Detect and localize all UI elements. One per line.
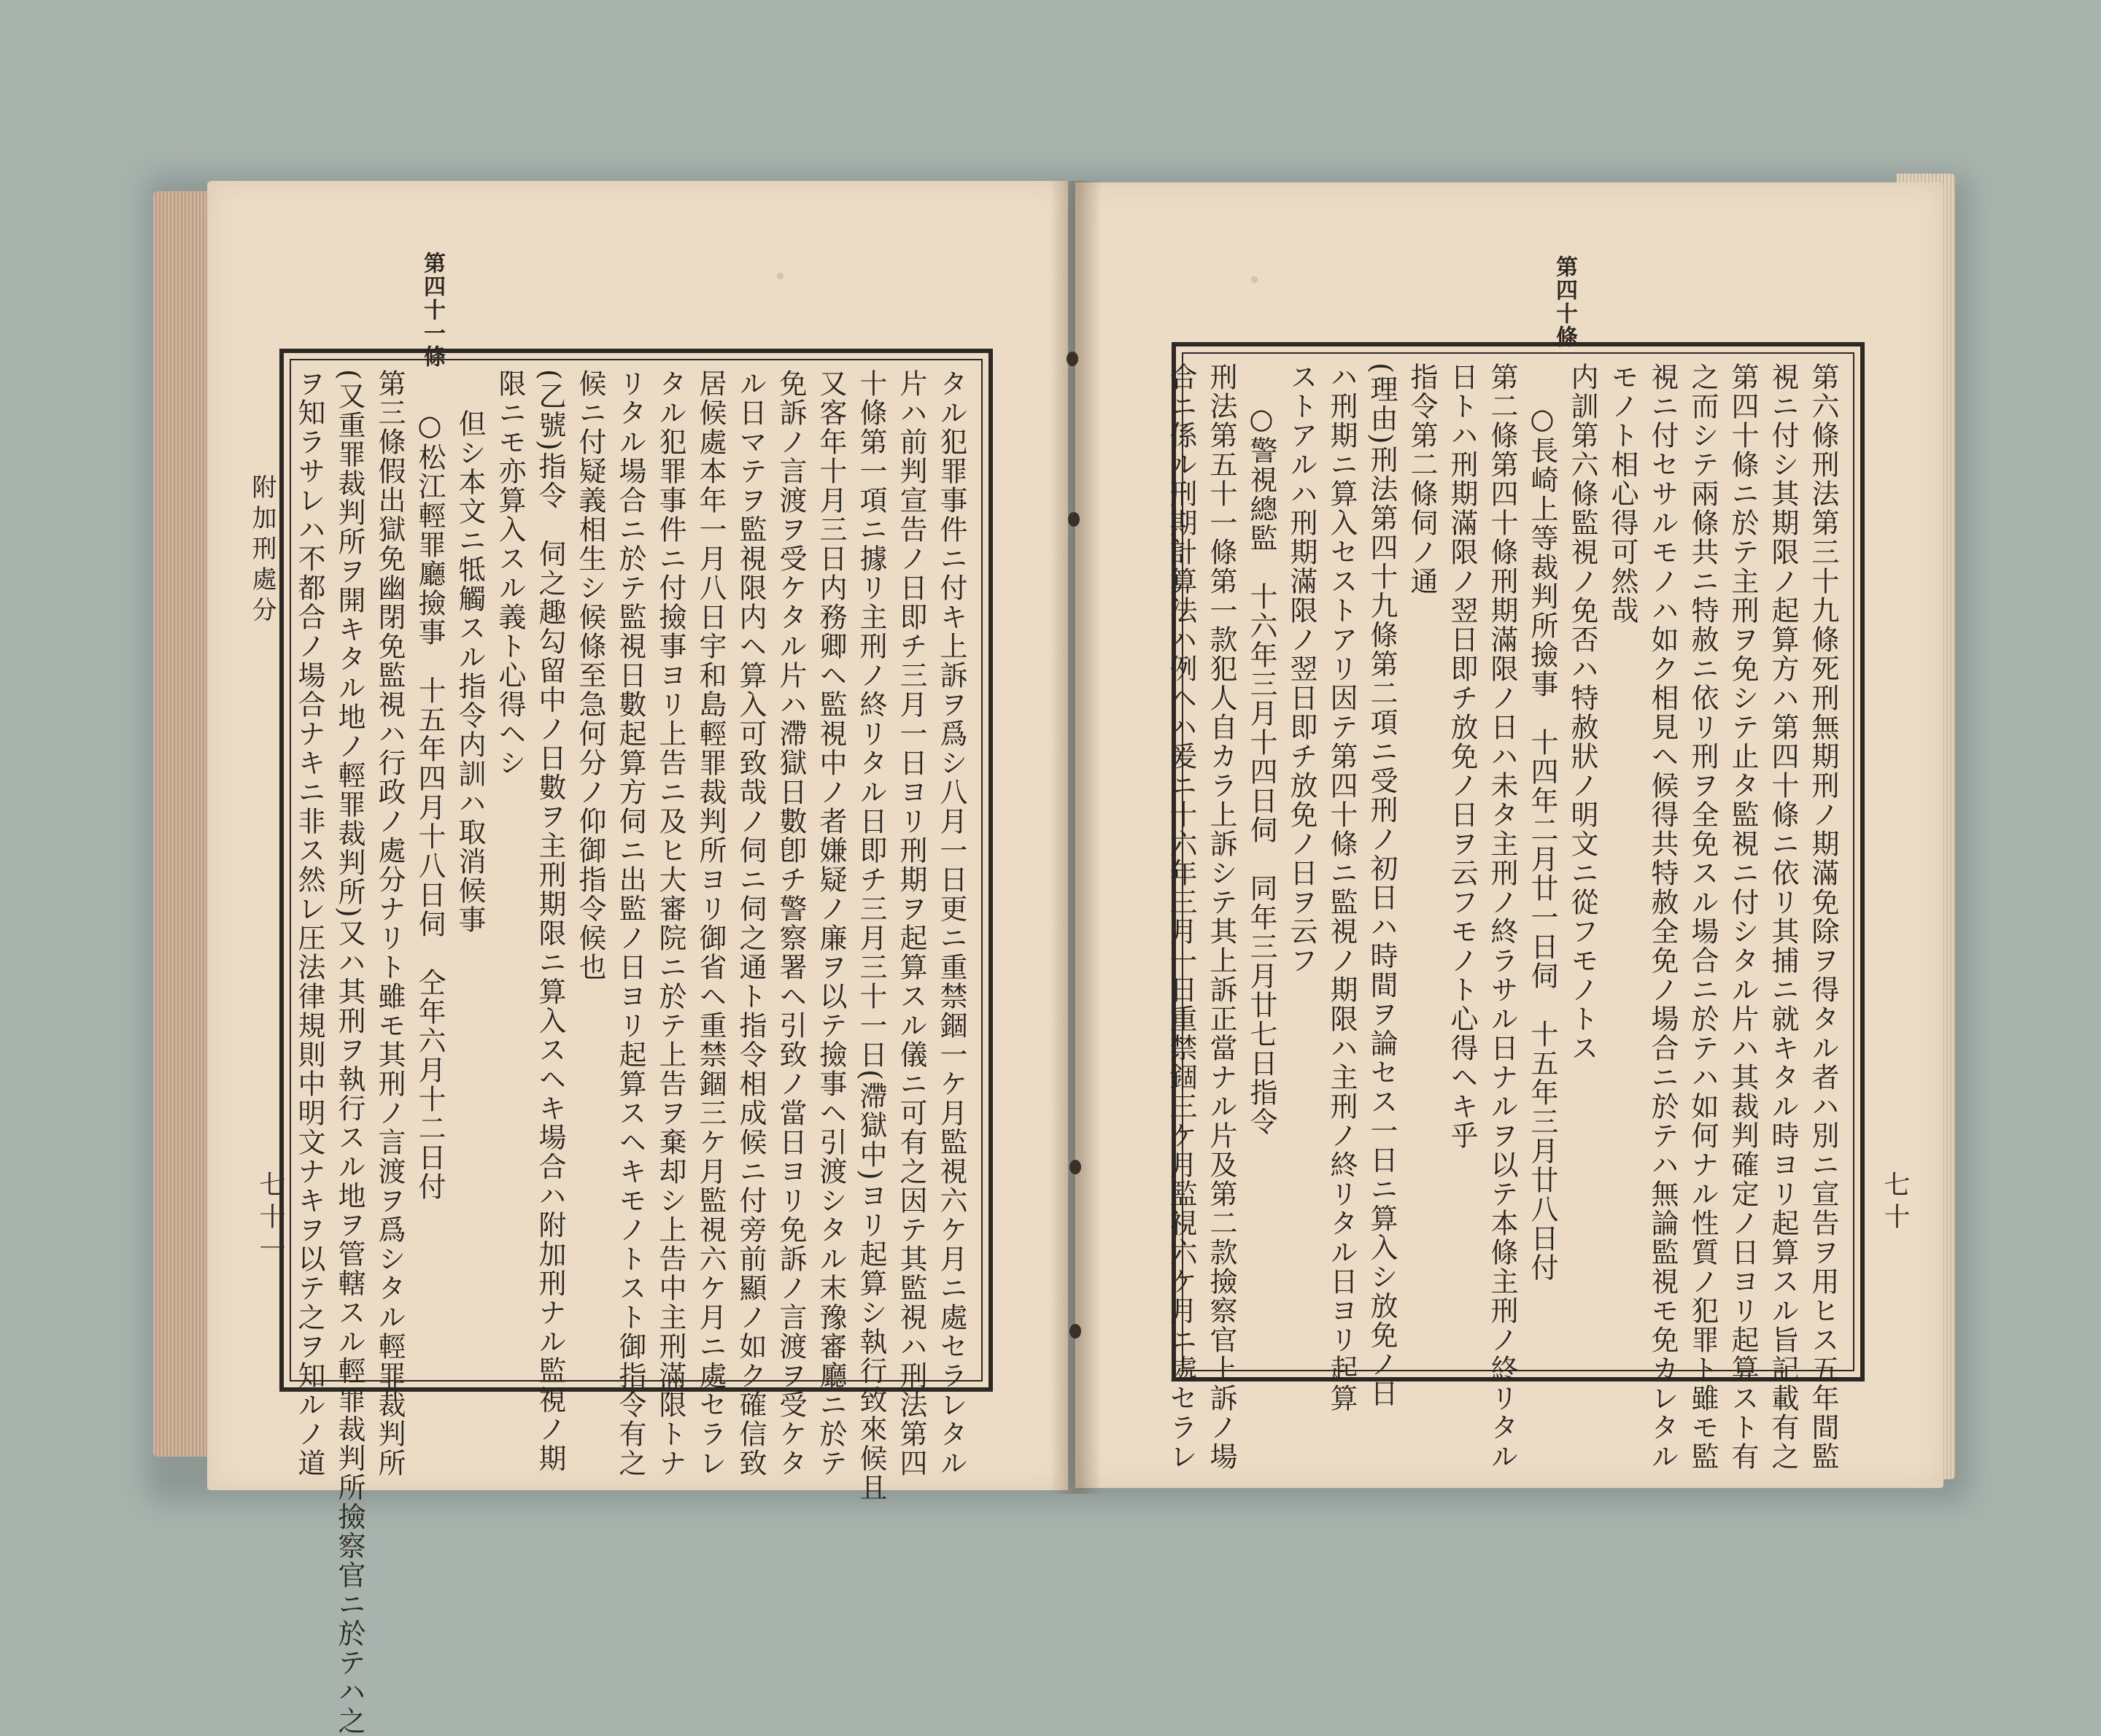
binding-stitch [1069, 1160, 1081, 1174]
left-article-tag: 第四十一條 [419, 252, 445, 368]
text-line: 片ハ前判宣告ノ日即チ三月一日ヨリ刑期ヲ起算スル儀ニ可有之因テ其監視ハ刑法第四 [895, 369, 927, 1478]
text-line: 之而シテ兩條共ニ特赦ニ依リ刑ヲ全免スル場合ニ於テハ如何ナル性質ノ犯罪ト雖モ監 [1687, 363, 1719, 1471]
text-line: 日トハ刑期滿限ノ翌日即チ放免ノ日ヲ云フモノト心得ヘキ乎 [1446, 363, 1478, 1150]
text-line: 但シ本文ニ牴觸スル指令内訓ハ取消候事 [454, 409, 486, 934]
text-line: モノト相心得可然哉 [1606, 363, 1638, 625]
text-line: ○長崎上等裁判所撿事 十四年二月廿一日伺 十五年三月廿八日付 [1526, 403, 1558, 1282]
left-page-edges [153, 191, 212, 1457]
text-line: 候ニ付疑義相生シ候條至急何分ノ仰御指令候也 [574, 369, 606, 982]
binding-stitch [1067, 352, 1078, 366]
left-body-text [293, 365, 977, 1736]
text-line: 第六條刑法第三十九條死刑無期刑ノ期滿免除ヲ得タル者ハ別ニ宣告ヲ用ヒス五年間監 [1807, 363, 1839, 1471]
text-line: ハ刑期ニ算入セストアリ因テ第四十條ニ監視ノ期限ハ主刑ノ終リタル日ヨリ起算 [1326, 363, 1358, 1413]
text-line: 免訴ノ言渡ヲ受ケタル片ハ滯獄日數卽チ警察署ヘ引致ノ當日ヨリ免訴ノ言渡ヲ受ケタ [775, 369, 807, 1478]
text-line: (理由)刑法第四十九條第二項ニ受刑ノ初日ハ時間ヲ論セス一日ニ算入シ放免ノ日 [1366, 363, 1398, 1408]
bleed-through-text: ∙ [766, 270, 795, 282]
text-line: 又客年十月三日内務卿ヘ監視中ノ者嫌疑ノ廉ヲ以テ撿事ヘ引渡シタル末豫審廳ニ於テ [815, 369, 847, 1478]
text-line: タル犯罪事件ニ付撿事ヨリ上告ニ及ヒ大審院ニ於テ上告ヲ棄却シ上告中主刑滿限トナ [654, 369, 686, 1478]
right-body-text [1165, 358, 1849, 1471]
right-page-number: 七十 [1880, 1171, 1910, 1235]
text-line: 内訓第六條監視ノ免否ハ特赦狀ノ明文ニ從フモノトス [1566, 363, 1598, 1063]
left-running-title: 附加刑處分 [247, 474, 276, 627]
text-line: (又重罪裁判所ヲ開キタル地ノ輕罪裁判所)又ハ其刑ヲ執行スル地ヲ管轄スル輕罪裁判所撿察官ニ於テハ之 [333, 369, 365, 1736]
text-line: 第二條第四十條刑期滿限ノ日ハ未タ主刑ノ終ラサル日ナルヲ以テ本條主刑ノ終リタル [1486, 363, 1518, 1471]
text-line: 指令第二條伺ノ通 [1406, 363, 1438, 596]
binding-stitch [1069, 1324, 1081, 1338]
text-line: ○警視總監 十六年三月十四日伺 同年三月廿七日指令 [1245, 403, 1277, 1136]
text-line: 居候處本年一月八日宇和島輕罪裁判所ヨリ御省ヘ重禁錮三ケ月監視六ケ月ニ處セラレ [694, 369, 727, 1478]
text-line: ヲ知ラサレハ不都合ノ場合ナキニ非ス然レ圧法律規則中明文ナキヲ以テ之ヲ知ルノ道 [293, 369, 325, 1478]
text-line: ストアルハ刑期滿限ノ翌日即チ放免ノ日ヲ云フ [1285, 363, 1318, 975]
text-line: 第四十條ニ於テ主刑ヲ免シテ止タ監視ニ付シタル片ハ其裁判確定ノ日ヨリ起算スト有 [1727, 363, 1759, 1471]
text-line: 合ニ係ル刑期計算法ハ例ヘハ爰ニ十六年三月一日重禁錮三ケ月監視六ケ月ニ處セラレ [1165, 363, 1197, 1471]
text-line: (乙號)指令 伺之趣勾留中ノ日數ヲ主刑期限ニ算入スヘキ場合ハ附加刑ナル監視ノ期 [534, 369, 566, 1473]
left-page-number: 七十一 [255, 1171, 285, 1267]
text-line: 限ニモ亦算入スル義ト心得ヘシ [494, 369, 526, 778]
text-line: タル犯罪事件ニ付キ上訴ヲ爲シ八月一日更ニ重禁錮一ケ月監視六ケ月ニ處セラレタル [935, 369, 967, 1478]
book-gutter [1050, 181, 1102, 1494]
text-line: 視ニ付シ其期限ノ起算方ハ第四十條ニ依リ其捕ニ就キタル時ヨリ起算スル旨記載有之 [1767, 363, 1799, 1471]
text-line: ○松江輕罪廳撿事 十五年四月十八日伺 仝年六月十二日付 [414, 409, 446, 1201]
right-article-tag: 第四十條 [1552, 255, 1577, 349]
text-line: 第三條假出獄免幽閉免監視ハ行政ノ處分ナリト雖モ其刑ノ言渡ヲ爲シタル輕罪裁判所 [374, 369, 406, 1478]
bleed-through-text: ∙ [1240, 274, 1269, 286]
text-line: 視ニ付セサルモノハ如ク相見ヘ候得共特赦全免ノ場合ニ於テハ無論監視モ免カレタル [1647, 363, 1679, 1471]
binding-stitch [1068, 512, 1080, 527]
text-line: リタル場合ニ於テ監視日數起算方伺ニ出監ノ日ヨリ起算スヘキモノトスト御指令有之 [614, 369, 646, 1478]
text-line: 十條第一項ニ據リ主刑ノ終リタル日即チ三月三十一日(滯獄中)ヨリ起算シ執行致來候且 [855, 369, 887, 1503]
text-line: ル日マテヲ監視限内ヘ算入可致哉ノ伺ニ伺之通ト指令相成候ニ付旁前顯ノ如ク確信致 [735, 369, 767, 1478]
text-line: 刑法第五十一條第一款犯人自カラ上訴シテ其上訴正當ナル片及第二款撿察官上訴ノ場 [1205, 363, 1237, 1471]
